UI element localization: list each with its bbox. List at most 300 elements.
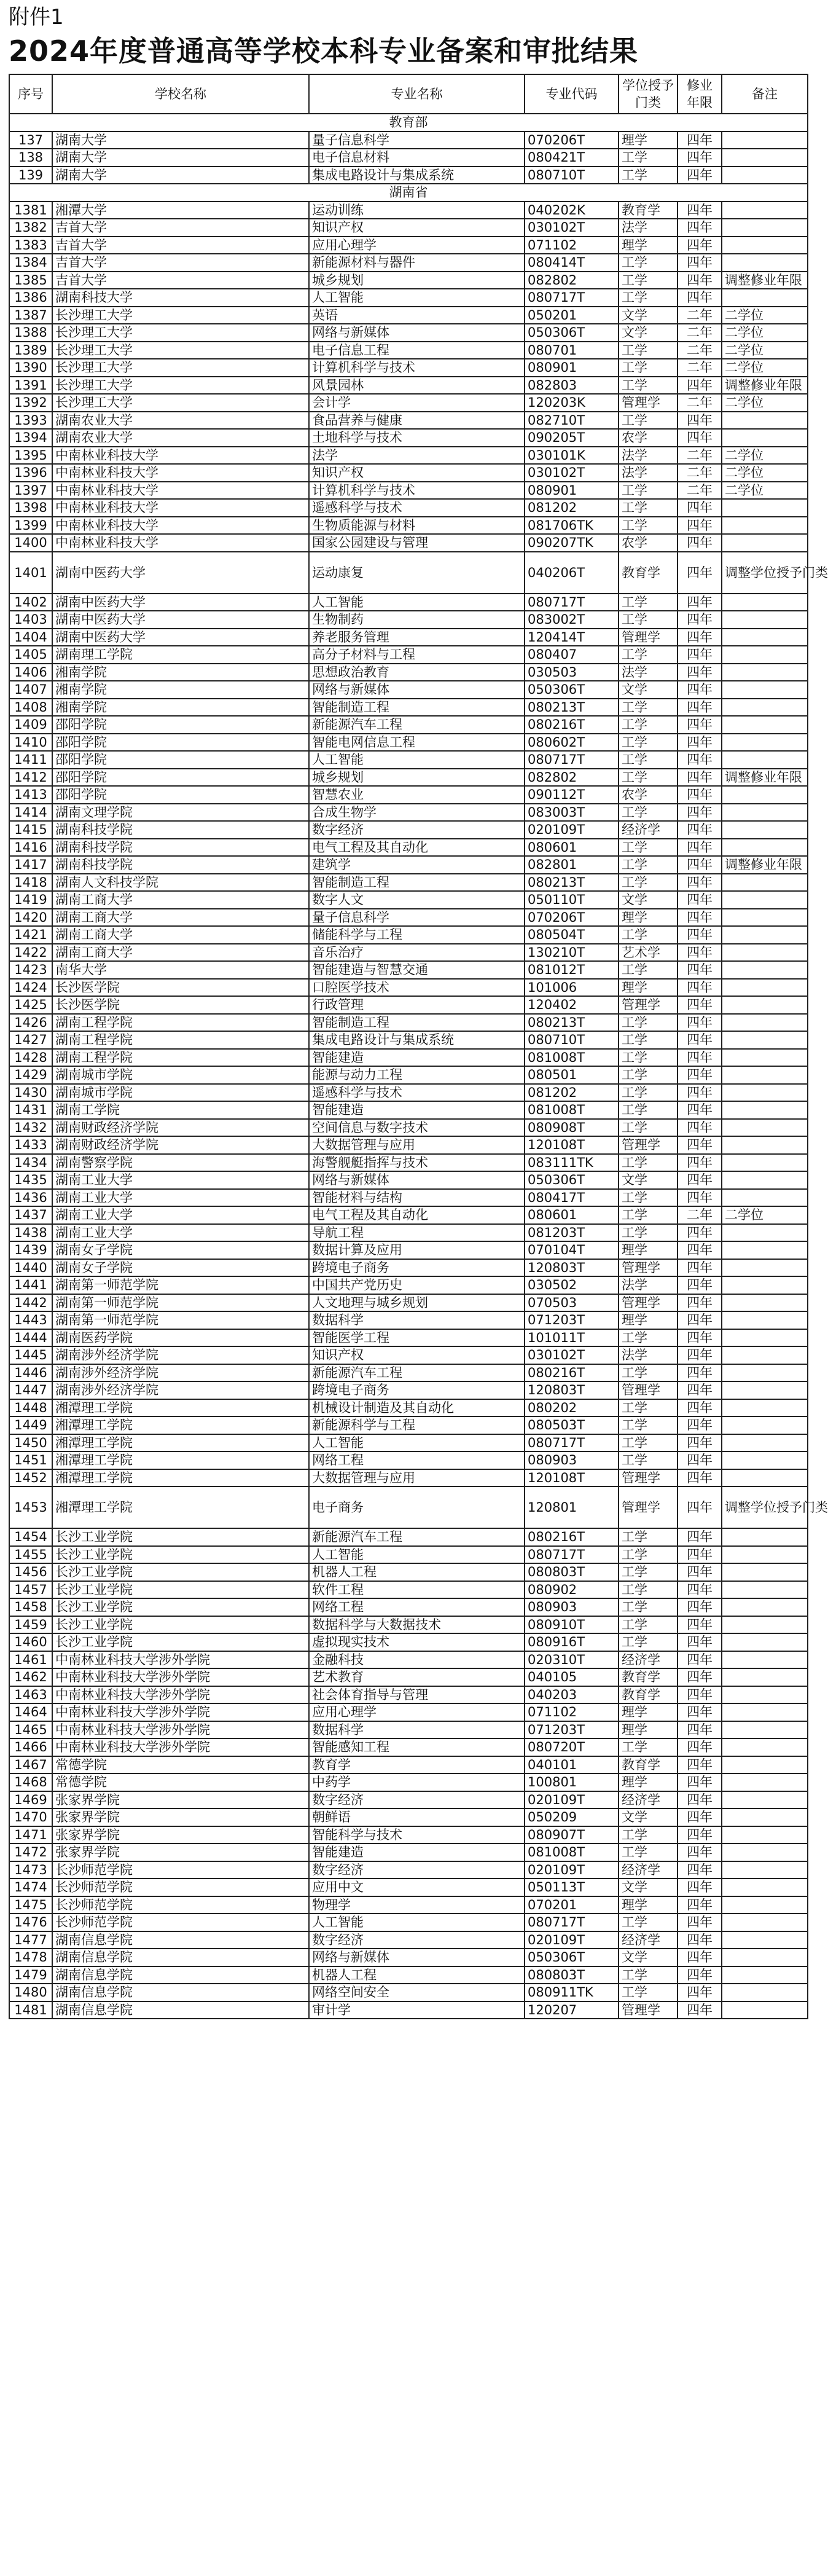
cell-study-length: 四年: [678, 1084, 722, 1102]
cell-major-code: 080903: [525, 1451, 619, 1469]
cell-study-length: 四年: [678, 996, 722, 1014]
cell-school-name: 吉首大学: [52, 219, 309, 237]
cell-school-name: 湖南中医药大学: [52, 594, 309, 611]
cell-major-name: 电子信息材料: [309, 149, 525, 167]
cell-major-name: 人工智能: [309, 1914, 525, 1931]
cell-school-name: 湘南学院: [52, 664, 309, 681]
column-header: 专业代码: [525, 74, 619, 114]
cell-study-length: 四年: [678, 1451, 722, 1469]
cell-school-name: 湖南理工学院: [52, 646, 309, 664]
cell-degree-category: 工学: [619, 1206, 678, 1224]
cell-major-code: 080717T: [525, 1434, 619, 1452]
cell-study-length: 四年: [678, 1528, 722, 1546]
cell-remark: [722, 254, 808, 272]
cell-study-length: 四年: [678, 1311, 722, 1329]
cell-degree-category: 工学: [619, 751, 678, 769]
cell-major-name: 应用中文: [309, 1879, 525, 1896]
cell-degree-category: 经济学: [619, 1791, 678, 1809]
cell-study-length: 四年: [678, 1434, 722, 1452]
cell-seq-no: 1396: [9, 464, 52, 482]
cell-study-length: 四年: [678, 594, 722, 611]
cell-seq-no: 1425: [9, 996, 52, 1014]
cell-major-name: 智能材料与结构: [309, 1189, 525, 1207]
cell-remark: [722, 219, 808, 237]
cell-remark: 二学位: [722, 482, 808, 500]
cell-degree-category: 工学: [619, 289, 678, 307]
cell-major-name: 城乡规划: [309, 272, 525, 289]
cell-major-code: 120203K: [525, 394, 619, 412]
cell-study-length: 四年: [678, 254, 722, 272]
table-row: [9, 429, 808, 447]
cell-remark: [722, 1434, 808, 1452]
cell-remark: [722, 1049, 808, 1067]
cell-school-name: 长沙理工大学: [52, 307, 309, 324]
cell-remark: [722, 1668, 808, 1686]
cell-remark: [722, 1014, 808, 1032]
cell-seq-no: 1413: [9, 786, 52, 804]
cell-school-name: 中南林业科技大学: [52, 464, 309, 482]
cell-major-code: 040206T: [525, 552, 619, 594]
table-row: [9, 996, 808, 1014]
cell-major-code: 080717T: [525, 751, 619, 769]
cell-seq-no: 1448: [9, 1399, 52, 1417]
cell-major-code: 050306T: [525, 1949, 619, 1966]
cell-remark: [722, 786, 808, 804]
cell-study-length: 四年: [678, 1738, 722, 1756]
cell-study-length: 四年: [678, 1014, 722, 1032]
cell-study-length: 四年: [678, 926, 722, 944]
cell-remark: [722, 909, 808, 927]
cell-degree-category: 法学: [619, 447, 678, 465]
table-row: [9, 979, 808, 997]
table-row: [9, 1451, 808, 1469]
table-row: [9, 1416, 808, 1434]
table-row: [9, 1206, 808, 1224]
cell-major-name: 数字经济: [309, 1861, 525, 1879]
cell-degree-category: 理学: [619, 1896, 678, 1914]
cell-degree-category: 工学: [619, 1738, 678, 1756]
cell-major-code: 080701: [525, 342, 619, 359]
cell-school-name: 长沙理工大学: [52, 377, 309, 395]
cell-study-length: 四年: [678, 1773, 722, 1791]
cell-seq-no: 1445: [9, 1346, 52, 1364]
cell-school-name: 中南林业科技大学涉外学院: [52, 1686, 309, 1704]
table-row: [9, 132, 808, 149]
table-row: [9, 517, 808, 535]
table-row: [9, 2001, 808, 2019]
table-row: [9, 1721, 808, 1739]
cell-study-length: 四年: [678, 1364, 722, 1382]
cell-school-name: 湖南中医药大学: [52, 552, 309, 594]
cell-major-code: 080901: [525, 359, 619, 377]
cell-seq-no: 137: [9, 132, 52, 149]
cell-study-length: 四年: [678, 1469, 722, 1487]
cell-study-length: 四年: [678, 1914, 722, 1931]
table-row: [9, 289, 808, 307]
cell-degree-category: 工学: [619, 1528, 678, 1546]
cell-degree-category: 农学: [619, 786, 678, 804]
cell-study-length: 四年: [678, 552, 722, 594]
cell-major-code: 120414T: [525, 629, 619, 646]
cell-remark: [722, 202, 808, 219]
cell-school-name: 湖南工商大学: [52, 891, 309, 909]
cell-degree-category: 工学: [619, 1154, 678, 1172]
cell-major-code: 071203T: [525, 1311, 619, 1329]
table-row: [9, 1563, 808, 1581]
table-row: [9, 1633, 808, 1651]
cell-remark: [722, 821, 808, 839]
cell-major-name: 法学: [309, 447, 525, 465]
cell-degree-category: 工学: [619, 1084, 678, 1102]
cell-seq-no: 1410: [9, 734, 52, 752]
cell-school-name: 湖南涉外经济学院: [52, 1346, 309, 1364]
cell-major-code: 082801: [525, 856, 619, 874]
cell-major-name: 智能建造: [309, 1844, 525, 1861]
cell-remark: [722, 751, 808, 769]
cell-study-length: 四年: [678, 944, 722, 962]
table-row: [9, 1084, 808, 1102]
cell-school-name: 湖南第一师范学院: [52, 1276, 309, 1294]
cell-seq-no: 1439: [9, 1241, 52, 1259]
cell-school-name: 湖南工程学院: [52, 1031, 309, 1049]
table-row: [9, 552, 808, 594]
cell-seq-no: 1440: [9, 1259, 52, 1277]
table-row: [9, 1861, 808, 1879]
cell-major-code: 080601: [525, 1206, 619, 1224]
cell-major-code: 080717T: [525, 1914, 619, 1931]
table-row: [9, 1014, 808, 1032]
cell-major-code: 070206T: [525, 132, 619, 149]
cell-degree-category: 管理学: [619, 1469, 678, 1487]
cell-degree-category: 管理学: [619, 1136, 678, 1154]
cell-remark: [722, 1528, 808, 1546]
cell-remark: [722, 1381, 808, 1399]
cell-study-length: 四年: [678, 1826, 722, 1844]
section-name: 湖南省: [9, 184, 808, 202]
cell-school-name: 湘南学院: [52, 681, 309, 699]
cell-major-code: 050110T: [525, 891, 619, 909]
cell-seq-no: 1430: [9, 1084, 52, 1102]
cell-seq-no: 1447: [9, 1381, 52, 1399]
cell-seq-no: 1387: [9, 307, 52, 324]
cell-major-name: 生物制药: [309, 611, 525, 629]
cell-major-code: 071102: [525, 1703, 619, 1721]
cell-major-code: 083002T: [525, 611, 619, 629]
cell-study-length: 四年: [678, 1241, 722, 1259]
cell-degree-category: 法学: [619, 1346, 678, 1364]
cell-study-length: 二年: [678, 447, 722, 465]
cell-major-name: 空间信息与数字技术: [309, 1119, 525, 1137]
cell-study-length: 四年: [678, 1546, 722, 1564]
table-row: [9, 464, 808, 482]
cell-study-length: 二年: [678, 359, 722, 377]
cell-major-code: 030503: [525, 664, 619, 681]
cell-study-length: 四年: [678, 716, 722, 734]
cell-major-name: 网络与新媒体: [309, 1171, 525, 1189]
cell-seq-no: 1417: [9, 856, 52, 874]
cell-major-name: 智能科学与技术: [309, 1826, 525, 1844]
cell-school-name: 湖南信息学院: [52, 1984, 309, 2001]
cell-degree-category: 工学: [619, 482, 678, 500]
cell-major-code: 082710T: [525, 412, 619, 430]
cell-remark: [722, 1101, 808, 1119]
table-row: [9, 1241, 808, 1259]
cell-study-length: 二年: [678, 394, 722, 412]
cell-school-name: 湖南工程学院: [52, 1049, 309, 1067]
cell-remark: [722, 1598, 808, 1616]
cell-major-code: 080803T: [525, 1563, 619, 1581]
cell-degree-category: 工学: [619, 1416, 678, 1434]
cell-study-length: 四年: [678, 1171, 722, 1189]
table-row: [9, 1984, 808, 2001]
cell-study-length: 四年: [678, 1651, 722, 1669]
cell-remark: [722, 1966, 808, 1984]
table-row: [9, 1136, 808, 1154]
cell-seq-no: 1437: [9, 1206, 52, 1224]
cell-major-name: 数据科学与大数据技术: [309, 1616, 525, 1634]
cell-major-name: 新能源汽车工程: [309, 1528, 525, 1546]
cell-seq-no: 1446: [9, 1364, 52, 1382]
cell-major-name: 计算机科学与技术: [309, 359, 525, 377]
cell-major-name: 数据科学: [309, 1311, 525, 1329]
cell-seq-no: 1424: [9, 979, 52, 997]
cell-school-name: 湘潭理工学院: [52, 1451, 309, 1469]
cell-remark: 二学位: [722, 307, 808, 324]
cell-remark: [722, 926, 808, 944]
cell-major-name: 人工智能: [309, 594, 525, 611]
cell-degree-category: 理学: [619, 1703, 678, 1721]
cell-school-name: 中南林业科技大学涉外学院: [52, 1651, 309, 1669]
cell-seq-no: 1407: [9, 681, 52, 699]
cell-school-name: 湖南信息学院: [52, 1966, 309, 1984]
table-row: [9, 751, 808, 769]
cell-seq-no: 1420: [9, 909, 52, 927]
cell-major-name: 知识产权: [309, 1346, 525, 1364]
cell-major-name: 风景园林: [309, 377, 525, 395]
cell-remark: [722, 1896, 808, 1914]
cell-degree-category: 工学: [619, 1399, 678, 1417]
table-row: [9, 611, 808, 629]
cell-remark: [722, 412, 808, 430]
cell-seq-no: 1403: [9, 611, 52, 629]
cell-degree-category: 管理学: [619, 394, 678, 412]
cell-study-length: 四年: [678, 1966, 722, 1984]
cell-seq-no: 1442: [9, 1294, 52, 1312]
cell-school-name: 张家界学院: [52, 1808, 309, 1826]
cell-school-name: 湖南女子学院: [52, 1259, 309, 1277]
table-body: [9, 114, 828, 2019]
cell-school-name: 吉首大学: [52, 272, 309, 289]
cell-remark: [722, 1451, 808, 1469]
cell-major-name: 网络工程: [309, 1598, 525, 1616]
cell-major-code: 080414T: [525, 254, 619, 272]
cell-degree-category: 工学: [619, 1598, 678, 1616]
cell-major-code: 080213T: [525, 699, 619, 717]
cell-major-code: 020109T: [525, 1861, 619, 1879]
cell-degree-category: 工学: [619, 149, 678, 167]
cell-major-name: 智慧农业: [309, 786, 525, 804]
cell-seq-no: 1435: [9, 1171, 52, 1189]
table-row: [9, 237, 808, 254]
cell-remark: [722, 1773, 808, 1791]
cell-study-length: 四年: [678, 1633, 722, 1651]
table-row: [9, 1598, 808, 1616]
cell-school-name: 湖南工学院: [52, 1101, 309, 1119]
cell-major-name: 智能电网信息工程: [309, 734, 525, 752]
cell-school-name: 长沙理工大学: [52, 324, 309, 342]
cell-degree-category: 教育学: [619, 552, 678, 594]
cell-study-length: 四年: [678, 856, 722, 874]
cell-seq-no: 1384: [9, 254, 52, 272]
cell-major-name: 数据科学: [309, 1721, 525, 1739]
cell-seq-no: 1428: [9, 1049, 52, 1067]
cell-seq-no: 1481: [9, 2001, 52, 2019]
cell-study-length: 四年: [678, 132, 722, 149]
table-row: [9, 769, 808, 787]
cell-study-length: 四年: [678, 1416, 722, 1434]
cell-major-name: 口腔医学技术: [309, 979, 525, 997]
cell-degree-category: 工学: [619, 611, 678, 629]
cell-degree-category: 工学: [619, 499, 678, 517]
cell-seq-no: 1476: [9, 1914, 52, 1931]
cell-seq-no: 1480: [9, 1984, 52, 2001]
cell-school-name: 长沙工业学院: [52, 1581, 309, 1599]
cell-seq-no: 1395: [9, 447, 52, 465]
cell-school-name: 湖南涉外经济学院: [52, 1381, 309, 1399]
table-row: [9, 1546, 808, 1564]
cell-remark: [722, 1469, 808, 1487]
cell-seq-no: 1441: [9, 1276, 52, 1294]
cell-major-code: 080602T: [525, 734, 619, 752]
cell-school-name: 湖南涉外经济学院: [52, 1364, 309, 1382]
cell-degree-category: 工学: [619, 646, 678, 664]
cell-major-code: 120108T: [525, 1469, 619, 1487]
cell-study-length: 四年: [678, 699, 722, 717]
cell-degree-category: 工学: [619, 1581, 678, 1599]
cell-remark: [722, 1259, 808, 1277]
cell-major-name: 电子商务: [309, 1486, 525, 1528]
cell-seq-no: 1381: [9, 202, 52, 219]
cell-degree-category: 工学: [619, 926, 678, 944]
cell-school-name: 湘潭理工学院: [52, 1434, 309, 1452]
cell-study-length: 四年: [678, 1224, 722, 1242]
table-row: [9, 1791, 808, 1809]
cell-seq-no: 1421: [9, 926, 52, 944]
table-row: [9, 1914, 808, 1931]
cell-school-name: 长沙工业学院: [52, 1633, 309, 1651]
cell-seq-no: 138: [9, 149, 52, 167]
cell-degree-category: 理学: [619, 237, 678, 254]
column-header: 序号: [9, 74, 52, 114]
cell-major-name: 智能医学工程: [309, 1329, 525, 1347]
table-row: [9, 1154, 808, 1172]
cell-study-length: 四年: [678, 1294, 722, 1312]
cell-major-code: 080803T: [525, 1966, 619, 1984]
cell-degree-category: 艺术学: [619, 944, 678, 962]
cell-degree-category: 教育学: [619, 1668, 678, 1686]
cell-major-name: 软件工程: [309, 1581, 525, 1599]
cell-school-name: 长沙工业学院: [52, 1598, 309, 1616]
cell-major-code: 130210T: [525, 944, 619, 962]
cell-seq-no: 1382: [9, 219, 52, 237]
cell-school-name: 湖南科技学院: [52, 821, 309, 839]
cell-school-name: 长沙师范学院: [52, 1896, 309, 1914]
cell-degree-category: 工学: [619, 377, 678, 395]
cell-study-length: 四年: [678, 1616, 722, 1634]
cell-major-name: 电气工程及其自动化: [309, 1206, 525, 1224]
cell-study-length: 四年: [678, 1896, 722, 1914]
cell-major-name: 朝鲜语: [309, 1808, 525, 1826]
cell-major-code: 081202: [525, 1084, 619, 1102]
cell-school-name: 湖南工业大学: [52, 1224, 309, 1242]
cell-major-name: 智能建造: [309, 1101, 525, 1119]
cell-school-name: 湘潭理工学院: [52, 1416, 309, 1434]
cell-remark: [722, 1581, 808, 1599]
cell-study-length: 四年: [678, 377, 722, 395]
cell-study-length: 四年: [678, 961, 722, 979]
cell-study-length: 四年: [678, 1686, 722, 1704]
cell-seq-no: 1449: [9, 1416, 52, 1434]
cell-seq-no: 1443: [9, 1311, 52, 1329]
cell-remark: [722, 944, 808, 962]
cell-study-length: 四年: [678, 1346, 722, 1364]
cell-seq-no: 1400: [9, 534, 52, 552]
cell-school-name: 邵阳学院: [52, 769, 309, 787]
cell-school-name: 湖南农业大学: [52, 412, 309, 430]
cell-seq-no: 1385: [9, 272, 52, 289]
cell-school-name: 湖南工商大学: [52, 909, 309, 927]
cell-study-length: 四年: [678, 167, 722, 184]
cell-school-name: 湘潭理工学院: [52, 1486, 309, 1528]
cell-major-code: 081008T: [525, 1844, 619, 1861]
cell-remark: [722, 1879, 808, 1896]
cell-major-name: 智能建造与智慧交通: [309, 961, 525, 979]
cell-school-name: 长沙理工大学: [52, 342, 309, 359]
cell-major-name: 跨境电子商务: [309, 1381, 525, 1399]
cell-remark: [722, 629, 808, 646]
cell-major-code: 080916T: [525, 1633, 619, 1651]
cell-major-code: 080903: [525, 1598, 619, 1616]
table-row: [9, 447, 808, 465]
cell-study-length: 四年: [678, 979, 722, 997]
cell-remark: 二学位: [722, 359, 808, 377]
cell-seq-no: 1471: [9, 1826, 52, 1844]
cell-remark: [722, 996, 808, 1014]
cell-school-name: 长沙理工大学: [52, 394, 309, 412]
cell-seq-no: 1423: [9, 961, 52, 979]
cell-study-length: 四年: [678, 1703, 722, 1721]
table-row: [9, 219, 808, 237]
cell-remark: 调整修业年限: [722, 272, 808, 289]
cell-school-name: 中南林业科技大学: [52, 499, 309, 517]
cell-remark: [722, 1154, 808, 1172]
cell-major-code: 120207: [525, 2001, 619, 2019]
cell-degree-category: 管理学: [619, 1486, 678, 1528]
cell-seq-no: 1470: [9, 1808, 52, 1826]
cell-major-code: 080901: [525, 482, 619, 500]
cell-major-name: 海警舰艇指挥与技术: [309, 1154, 525, 1172]
cell-major-code: 070201: [525, 1896, 619, 1914]
cell-seq-no: 1436: [9, 1189, 52, 1207]
cell-seq-no: 1418: [9, 874, 52, 892]
cell-school-name: 湖南工商大学: [52, 944, 309, 962]
cell-study-length: 四年: [678, 1949, 722, 1966]
cell-seq-no: 1401: [9, 552, 52, 594]
cell-major-code: 120803T: [525, 1259, 619, 1277]
cell-study-length: 四年: [678, 149, 722, 167]
cell-degree-category: 工学: [619, 272, 678, 289]
cell-major-name: 英语: [309, 307, 525, 324]
